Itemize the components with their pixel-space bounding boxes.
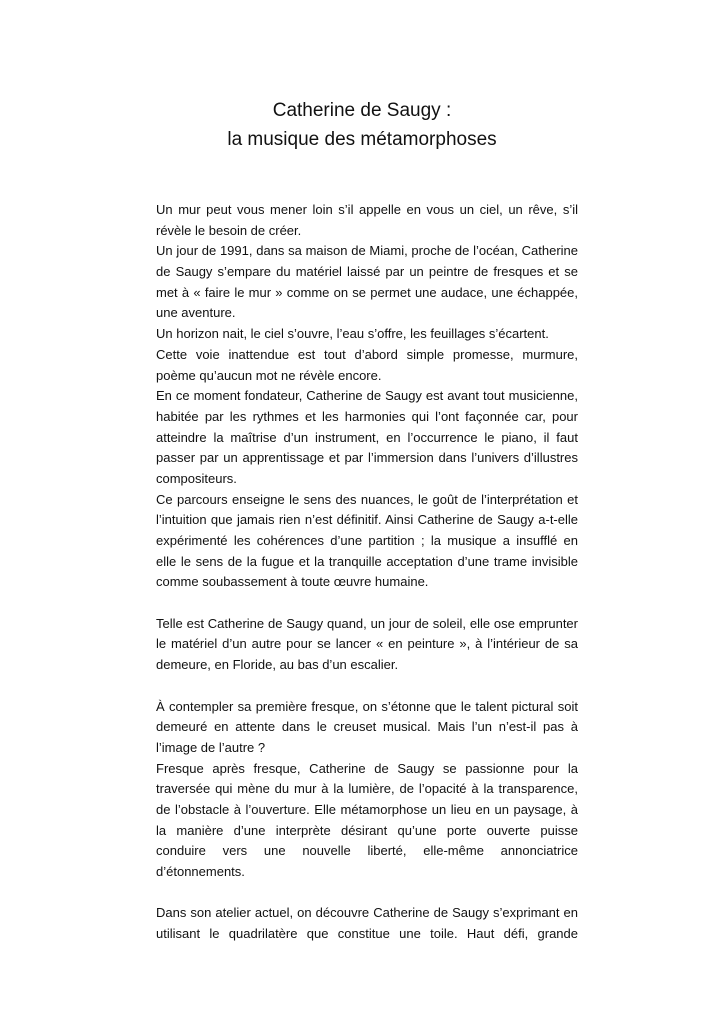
body-line: une aventure. xyxy=(156,305,236,321)
paragraph-gap xyxy=(156,593,578,614)
page-title-line-2: la musique des métamorphoses xyxy=(227,129,497,150)
page-title-line-1: Catherine de Saugy : xyxy=(272,100,452,121)
body-line: comme soubassement à toute œuvre humaine. xyxy=(156,574,429,590)
body-line: l’intuition que jamais rien n’est définitif. Ainsi Catherine de Saugy a-t-elle xyxy=(156,512,578,528)
body-line: demeure, en Floride, au bas d’un escalier. xyxy=(156,657,399,673)
body-line: Un horizon nait, le ciel s’ouvre, l’eau s’offre, les feuillages s’écartent. xyxy=(156,326,549,342)
body-line: À contempler sa première fresque, on s’étonne que le talent pictural soit xyxy=(156,698,578,714)
body-line: le matériel d’un autre pour se lancer « en peinture », à l’intérieur de sa xyxy=(156,636,578,652)
body-line: elle le sens de la fugue et la tranquille acceptation d’une trame invisible xyxy=(156,553,578,569)
body-line: utilisant le quadrilatère que constitue une toile. Haut défi, grande xyxy=(156,926,578,942)
body-line: Telle est Catherine de Saugy quand, un jour de soleil, elle ose emprunter xyxy=(156,615,578,631)
body-line: met à « faire le mur » comme on se permet une audace, une échappée, xyxy=(156,284,578,300)
body-line: révèle le besoin de créer. xyxy=(156,222,302,238)
body-line: Dans son atelier actuel, on découvre Catherine de Saugy s’exprimant en xyxy=(156,905,578,921)
body-line: la manière d’une interprète désirant qu’une porte ouverte puisse xyxy=(156,822,578,838)
body-line: traversée qui mène du mur à la lumière, de l’opacité à la transparence, xyxy=(156,781,578,797)
body-line: Un jour de 1991, dans sa maison de Miami, proche de l’océan, Catherine xyxy=(156,243,578,259)
body-line: compositeurs. xyxy=(156,470,237,486)
body-line: conduire vers une nouvelle liberté, elle-même annonciatrice xyxy=(156,843,578,859)
paragraph-gap xyxy=(156,883,578,904)
body-line: habitée par les rythmes et les harmonies qui l’ont façonnée car, pour xyxy=(156,408,578,424)
body-line: de Saugy s’empare du matériel laissé par un peintre de fresques et se xyxy=(156,264,578,280)
body-text xyxy=(156,200,578,945)
paragraph-gap xyxy=(156,676,578,697)
body-line: expérimenté les cohérences d’une partition ; la musique a insufflé en xyxy=(156,533,578,548)
body-line: demeuré en attente dans le creuset musical. Mais l’un n’est-il pas à xyxy=(156,719,578,735)
body-line: d’étonnements. xyxy=(156,864,245,879)
body-line: passer par un apprentissage et par l’immersion dans l’univers d’illustres xyxy=(156,450,578,466)
body-line: l’image de l’autre ? xyxy=(156,739,266,755)
body-line: Ce parcours enseigne le sens des nuances, le goût de l’interprétation et xyxy=(156,491,578,507)
body-line: de l’obstacle à l’ouverture. Elle métamorphose un lieu en un paysage, à xyxy=(156,801,578,817)
body-line: Cette voie inattendue est tout d’abord simple promesse, murmure, xyxy=(156,346,578,362)
body-line: Fresque après fresque, Catherine de Saugy se passionne pour la xyxy=(156,760,578,776)
title-block xyxy=(0,96,724,154)
body-line: poème qu’aucun mot ne révèle encore. xyxy=(156,367,382,383)
body-line: Un mur peut vous mener loin s’il appelle en vous un ciel, un rêve, s’il xyxy=(156,202,578,217)
body-line: atteindre la maîtrise d’un instrument, en l’occurrence le piano, il faut xyxy=(156,429,578,445)
body-line: En ce moment fondateur, Catherine de Saugy est avant tout musicienne, xyxy=(156,388,578,404)
